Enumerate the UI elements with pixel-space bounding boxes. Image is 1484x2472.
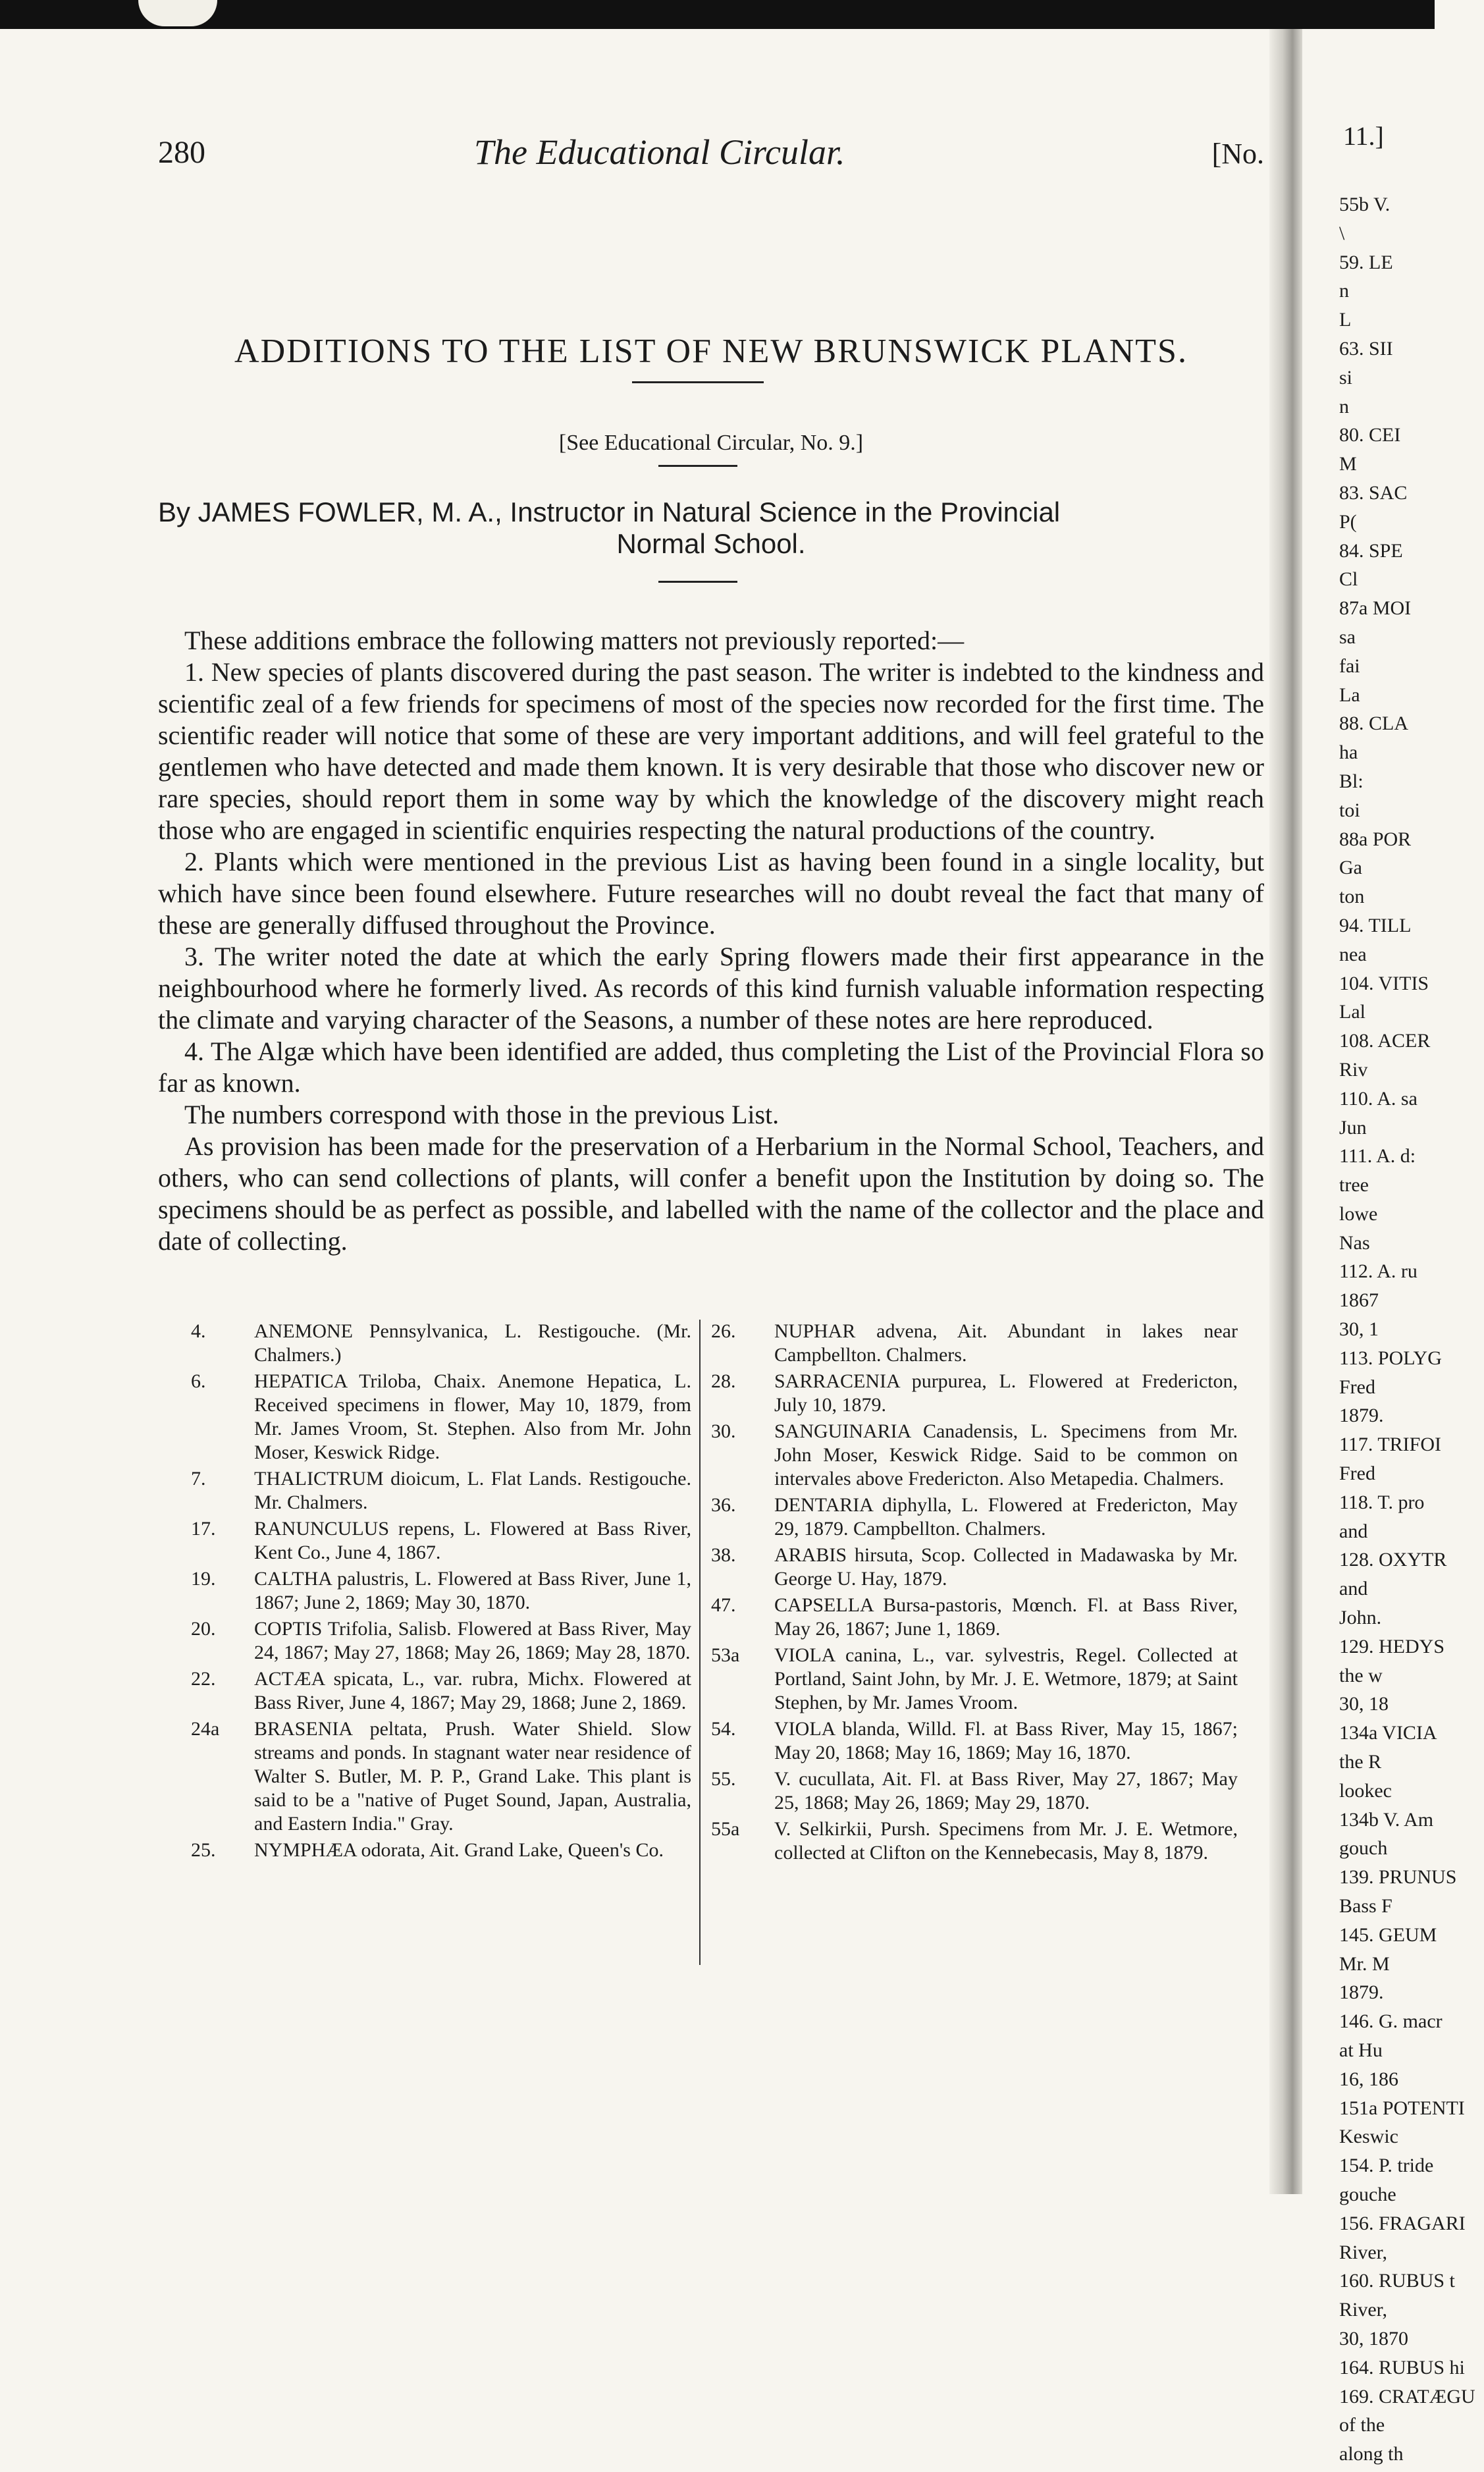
species-number: 53a <box>711 1644 740 1666</box>
facing-page-line: 55b V. <box>1339 194 1391 215</box>
facing-page-line: Nas <box>1339 1231 1370 1254</box>
species-text: COPTIS Trifolia, Salisb. Flowered at Bass River, May 24, 1867; May 27, 1868; May 26, 1869; May 28, 1870. <box>254 1618 691 1663</box>
facing-page-line: 128. OXYTR <box>1339 1549 1447 1571</box>
facing-page-line: 16, 186 <box>1339 2068 1398 2090</box>
species-entry <box>711 1717 1238 1765</box>
facing-page-line: tree <box>1339 1174 1369 1196</box>
facing-page-line: 84. SPE <box>1339 539 1403 562</box>
species-entry <box>711 1370 1238 1417</box>
species-entry <box>191 1320 691 1367</box>
intro-paragraph: 1. New species of plants discovered during the past season. The writer is indebted to the kindness and scientific zeal of a few friends for specimens of most of the species now recorded for the first time. The scientific reader will notice that some of these are very important additions, and will feel grateful to the gentlemen who have detected and made them known. It is very desirable that those who discover new or rare species, should report them in some way by which the knowledge of the discovery might reach those who are engaged in scientific enquiries respecting the natural productions of the country. <box>158 657 1264 845</box>
species-text: NUPHAR advena, Ait. Abundant in lakes near Campbellton. Chalmers. <box>774 1320 1238 1366</box>
facing-page-line: Bl: <box>1339 770 1364 792</box>
species-number: 19. <box>191 1568 216 1590</box>
species-text: VIOLA blanda, Willd. Fl. at Bass River, May 15, 1867; May 20, 1868; May 16, 1869; May 16, 1870. <box>774 1718 1238 1763</box>
facing-page-line: 88a POR <box>1339 828 1412 850</box>
species-text: V. Selkirkii, Pursh. Specimens from Mr. J. E. Wetmore, collected at Clifton on the Kennebecasis, May 8, 1879. <box>774 1818 1238 1864</box>
species-text: CAPSELLA Bursa-pastoris, Mœnch. Fl. at Bass River, May 26, 1867; June 1, 1869. <box>774 1594 1238 1640</box>
facing-page-line: n <box>1339 395 1349 417</box>
species-text: ARABIS hirsuta, Scop. Collected in Madawaska by Mr. George U. Hay, 1879. <box>774 1544 1238 1590</box>
introduction <box>158 625 1264 1257</box>
facing-page-line: 139. PRUNUS <box>1339 1866 1457 1889</box>
title-rule <box>632 381 764 383</box>
facing-page-line: 59. LE <box>1339 251 1393 273</box>
page-280 <box>0 29 1269 2194</box>
facing-page-line: 118. T. pro <box>1339 1491 1425 1513</box>
scan-tear-mark <box>138 0 217 26</box>
species-entry <box>711 1594 1238 1641</box>
species-text: DENTARIA diphylla, L. Flowered at Fredericton, May 29, 1879. Campbellton. Chalmers. <box>774 1494 1238 1540</box>
facing-page-line: 63. SII <box>1339 337 1393 360</box>
facing-page-line: River, <box>1339 2299 1387 2321</box>
species-text: SARRACENIA purpurea, L. Flowered at Fredericton, July 10, 1879. <box>774 1370 1238 1416</box>
facing-page-line: si <box>1339 366 1353 389</box>
facing-page-line: 104. VITIS <box>1339 972 1429 994</box>
intro-paragraph: These additions embrace the following matters not previously reported:— <box>184 626 965 655</box>
facing-page-line: John. <box>1339 1607 1382 1629</box>
facing-page-line: 108. ACER <box>1339 1030 1431 1052</box>
species-entry <box>711 1493 1238 1541</box>
facing-page-line: 1879. <box>1339 1981 1384 2004</box>
facing-page-line: Fred <box>1339 1463 1375 1485</box>
species-entry <box>191 1467 691 1515</box>
facing-page-line: 30, 1870 <box>1339 2327 1408 2350</box>
facing-page-line: 110. A. sa <box>1339 1087 1418 1110</box>
facing-page-lines <box>1339 194 1484 2472</box>
scan-top-border <box>0 0 1435 29</box>
facing-page-line: sa <box>1339 626 1356 648</box>
facing-page-line: Cl <box>1339 568 1358 591</box>
species-text: VIOLA canina, L., var. sylvestris, Regel. Collected at Portland, Saint John, by Mr. J. E. Wetmore, 1879; at Saint Stephen, by Mr. James Vroom. <box>774 1644 1238 1713</box>
facing-page-line: of the <box>1339 2414 1385 2436</box>
species-number: 6. <box>191 1370 206 1392</box>
species-number: 7. <box>191 1468 206 1490</box>
facing-page-line: 151a POTENTI <box>1339 2097 1465 2119</box>
facing-page-line: Mr. M <box>1339 1952 1390 1975</box>
article-title: ADDITIONS TO THE LIST OF NEW BRUNSWICK PLANTS. <box>234 333 1188 370</box>
facing-page-line: ton <box>1339 886 1365 908</box>
species-text: SANGUINARIA Canadensis, L. Specimens from Mr. John Moser, Keswick Ridge. Said to be common on intervales above Fredericton. Also Metapedia. Chalmers. <box>774 1420 1238 1490</box>
facing-page-line: 111. A. d: <box>1339 1145 1416 1168</box>
facing-page-line: Jun <box>1339 1116 1367 1139</box>
facing-page-line: \ <box>1339 222 1345 244</box>
byline-line-1: By JAMES FOWLER, M. A., Instructor in Natural Science in the Provincial <box>158 497 1061 527</box>
facing-page-line: 164. RUBUS hi <box>1339 2356 1465 2378</box>
facing-page-line: Riv <box>1339 1058 1368 1081</box>
facing-page-line: P( <box>1339 510 1357 533</box>
species-text: CALTHA palustris, L. Flowered at Bass River, June 1, 1867; June 2, 1869; May 30, 1870. <box>254 1568 691 1613</box>
facing-page-line: 160. RUBUS t <box>1339 2270 1455 2292</box>
species-number: 30. <box>711 1420 736 1442</box>
species-entry <box>711 1817 1238 1865</box>
species-number: 25. <box>191 1839 216 1861</box>
intro-paragraph: The numbers correspond with those in the previous List. <box>184 1100 780 1129</box>
facing-page-line: Ga <box>1339 857 1362 879</box>
issue-marker: [No. <box>1211 138 1264 170</box>
species-number: 24a <box>191 1718 220 1740</box>
species-entry <box>711 1544 1238 1591</box>
species-text: BRASENIA peltata, Prush. Water Shield. Slow streams and ponds. In stagnant water near residence of Walter S. Butler, M. P. P., Grand Lake. This plant is said to be a "native of Puget Sound, Japan, Australia, and Eastern India." Gray. <box>254 1718 691 1835</box>
note-rule <box>658 465 737 467</box>
species-number: 28. <box>711 1370 736 1392</box>
species-number: 47. <box>711 1594 736 1616</box>
species-number: 4. <box>191 1320 206 1342</box>
facing-page-line: 83. SAC <box>1339 481 1408 504</box>
facing-page-line: gouch <box>1339 1837 1388 1860</box>
species-number: 20. <box>191 1618 216 1640</box>
intro-paragraph: 2. Plants which were mentioned in the previous List as having been found in a single locality, but which have since been found elsewhere. Future researches will no doubt reveal the fact that many of these are generally diffused throughout the Province. <box>158 847 1264 940</box>
byline <box>158 497 1264 560</box>
species-entry <box>711 1767 1238 1815</box>
species-text: V. cucullata, Ait. Fl. at Bass River, May 27, 1867; May 25, 1868; May 26, 1869; May 29, 1870. <box>774 1768 1238 1814</box>
species-number: 38. <box>711 1544 736 1566</box>
species-number: 54. <box>711 1718 736 1740</box>
facing-page-header: 11.] <box>1343 121 1384 151</box>
facing-page-line: 80. CEI <box>1339 424 1401 446</box>
species-entry <box>191 1667 691 1715</box>
facing-page-line: 134a VICIA <box>1339 1722 1437 1744</box>
facing-page-line: L <box>1339 309 1352 331</box>
facing-page-line: 94. TILL <box>1339 914 1412 936</box>
facing-page-line: 113. POLYG <box>1339 1347 1442 1369</box>
species-number: 22. <box>191 1668 216 1690</box>
facing-page-line: fai <box>1339 655 1360 677</box>
species-number: 55a <box>711 1818 740 1840</box>
intro-paragraph: 4. The Algæ which have been identified are added, thus completing the List of the Provincial Flora so far as known. <box>158 1036 1264 1098</box>
facing-page-line: 30, 18 <box>1339 1693 1389 1715</box>
species-number: 17. <box>191 1518 216 1540</box>
facing-page-line: the w <box>1339 1664 1383 1686</box>
species-entry <box>711 1420 1238 1491</box>
facing-page-line: 1867 <box>1339 1289 1379 1312</box>
species-number: 36. <box>711 1494 736 1516</box>
facing-page-line: nea <box>1339 943 1367 965</box>
running-header <box>158 108 1264 174</box>
species-entry <box>191 1839 691 1862</box>
facing-page-line: 117. TRIFOI <box>1339 1434 1442 1456</box>
facing-page-line: Lal <box>1339 1001 1365 1023</box>
species-number: 55. <box>711 1768 736 1790</box>
species-number: 26. <box>711 1320 736 1342</box>
byline-rule <box>658 581 737 583</box>
see-note: [See Educational Circular, No. 9.] <box>558 431 864 455</box>
species-entry <box>711 1644 1238 1715</box>
facing-page-line: ha <box>1339 741 1358 764</box>
facing-page-line: La <box>1339 684 1360 706</box>
intro-paragraph: As provision has been made for the preservation of a Herbarium in the Normal School, Teachers, and others, who can send collections of plants, will confer a benefit upon the Institution by doing so. The specimens should be as perfect as possible, and labelled with the name of the collector and the place and date of collecting. <box>158 1131 1264 1256</box>
facing-page-line: and <box>1339 1578 1368 1600</box>
species-column-right <box>711 1320 1238 1867</box>
facing-page-line: 134b V. Am <box>1339 1808 1434 1831</box>
book-gutter <box>1269 29 1302 2194</box>
facing-page-line: 30, 1 <box>1339 1318 1379 1341</box>
intro-paragraph: 3. The writer noted the date at which the early Spring flowers made their first appearance in the neighbourhood where he formerly lived. As records of this kind furnish valuable information respecting the climate and varying character of the Seasons, a number of these notes are here reproduced. <box>158 942 1264 1034</box>
species-text: HEPATICA Triloba, Chaix. Anemone Hepatica, L. Received specimens in flower, May 10, 1879, from Mr. James Vroom, St. Stephen. Also from Mr. John Moser, Keswick Ridge. <box>254 1370 691 1463</box>
facing-page-line: 129. HEDYS <box>1339 1635 1445 1657</box>
species-entry <box>191 1617 691 1665</box>
facing-page-line: 154. P. tride <box>1339 2155 1434 2177</box>
facing-page-line: Fred <box>1339 1376 1375 1398</box>
facing-page-line: lookec <box>1339 1779 1392 1802</box>
facing-page-line: gouche <box>1339 2183 1396 2205</box>
facing-page-line: at Hu <box>1339 2039 1383 2061</box>
page-number: 280 <box>158 135 205 170</box>
species-text: RANUNCULUS repens, L. Flowered at Bass River, Kent Co., June 4, 1867. <box>254 1518 691 1563</box>
facing-page-line: Keswic <box>1339 2126 1398 2148</box>
species-entry <box>191 1567 691 1615</box>
species-entry <box>711 1320 1238 1367</box>
species-text: NYMPHÆA odorata, Ait. Grand Lake, Queen's Co. <box>254 1839 664 1861</box>
species-text: ACTÆA spicata, L., var. rubra, Michx. Flowered at Bass River, June 4, 1867; May 29, 1868; June 2, 1869. <box>254 1668 691 1713</box>
facing-page-line: Bass F <box>1339 1895 1392 1918</box>
facing-page-line: M <box>1339 453 1357 475</box>
facing-page-line: the R <box>1339 1751 1382 1773</box>
species-text: ANEMONE Pennsylvanica, L. Restigouche. (Mr. Chalmers.) <box>254 1320 691 1366</box>
species-entry <box>191 1517 691 1565</box>
facing-page-line: 169. CRATÆGU <box>1339 2385 1475 2407</box>
species-column-left <box>191 1320 691 1865</box>
species-text: THALICTRUM dioicum, L. Flat Lands. Restigouche. Mr. Chalmers. <box>254 1468 691 1513</box>
facing-page-line: 145. GEUM <box>1339 1923 1437 1946</box>
facing-page-line: along th <box>1339 2443 1404 2465</box>
facing-page-line: lowe <box>1339 1202 1378 1225</box>
column-divider <box>699 1320 701 1965</box>
species-entry <box>191 1370 691 1464</box>
species-entry <box>191 1717 691 1836</box>
facing-page-line: toi <box>1339 799 1360 821</box>
facing-page-line: 87a MOI <box>1339 597 1412 620</box>
facing-page-line: 112. A. ru <box>1339 1260 1418 1283</box>
facing-page-line: 146. G. macr <box>1339 2010 1443 2033</box>
facing-page-line: n <box>1339 280 1349 302</box>
facing-page-fragment <box>1302 29 1475 2465</box>
facing-page-line: and <box>1339 1520 1368 1542</box>
facing-page-line: 1879. <box>1339 1405 1384 1427</box>
facing-page-line: River, <box>1339 2241 1387 2263</box>
facing-page-line: 156. FRAGARI <box>1339 2212 1466 2234</box>
facing-page-line: 88. CLA <box>1339 712 1408 735</box>
journal-title: The Educational Circular. <box>474 132 845 172</box>
byline-line-2: Normal School. <box>616 528 806 559</box>
